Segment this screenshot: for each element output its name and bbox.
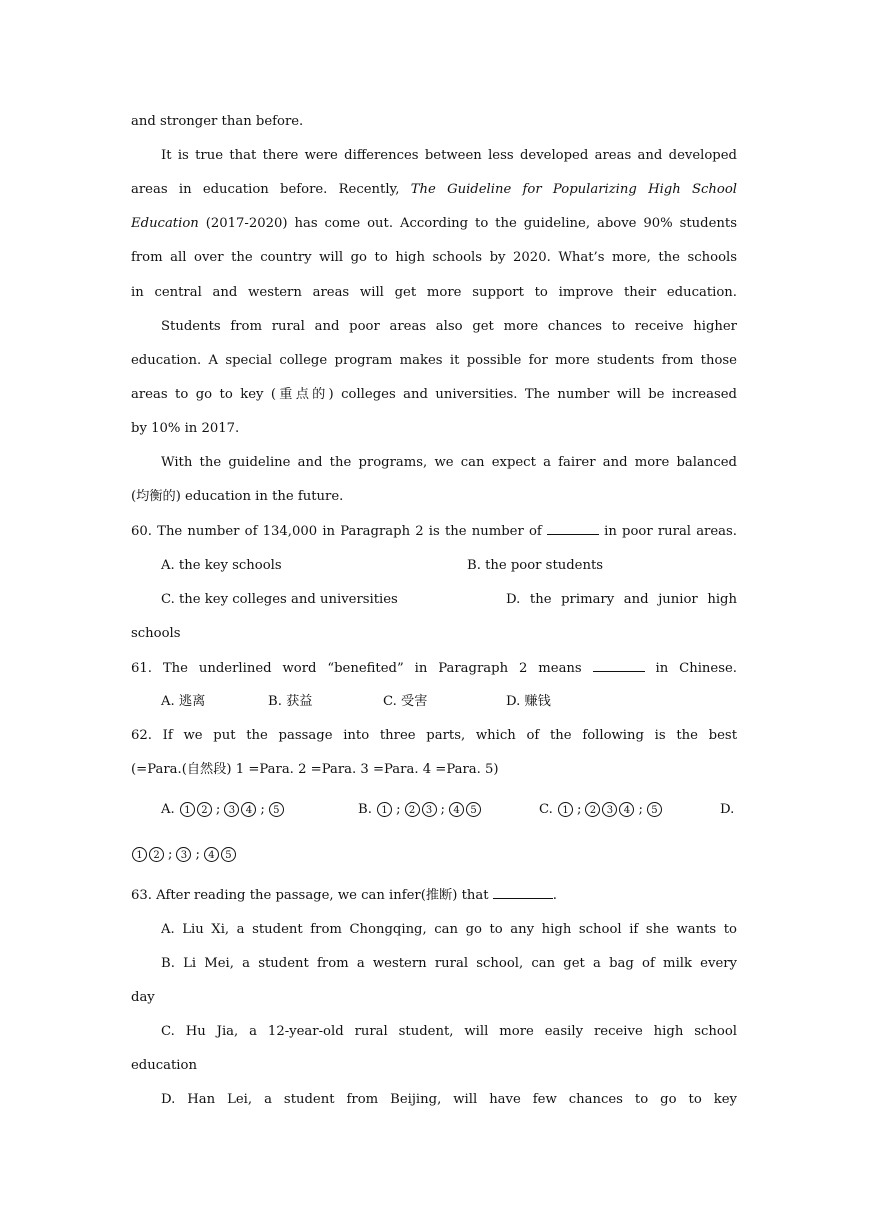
separator: ; (215, 802, 221, 817)
separator: ; (577, 802, 582, 817)
circled-number: 3 (602, 802, 617, 817)
circled-number: 5 (221, 847, 236, 862)
question-62-option-d (131, 845, 237, 865)
passage-line: Students from rural and poor areas also get more chances to receive higher (161, 319, 737, 334)
question-63-option-b: B. Li Mei, a student from a western rural school, can get a bag of milk every (161, 956, 737, 971)
question-text: . (552, 888, 557, 903)
separator: ; (396, 802, 401, 817)
passage-line: by 10% in 2017. (131, 421, 240, 436)
circled-number: 2 (149, 847, 164, 862)
question-61-option-b: B. 获益 (268, 694, 313, 709)
question-61-option-d: D. 赚钱 (506, 694, 551, 709)
circled-number: 1 (558, 802, 573, 817)
circled-number: 1 (377, 802, 392, 817)
question-60-option-d: D. the primary and junior high (506, 592, 737, 607)
circled-number: 1 (132, 847, 147, 862)
question-62-option-b (358, 800, 482, 820)
option-label: B. (358, 802, 372, 817)
question-62-option-d-label: D. (720, 802, 735, 817)
circled-number: 5 (269, 802, 284, 817)
passage-line: (均衡的) education in the future. (131, 489, 344, 504)
question-62-option-a (161, 800, 285, 820)
question-63-option-a: A. Liu Xi, a student from Chongqing, can go to any high school if she wants to (161, 922, 737, 937)
circled-number: 4 (449, 802, 464, 817)
option-label: A. (161, 802, 175, 817)
circled-number: 5 (647, 802, 662, 817)
question-62-legend: (=Para.(自然段) 1 =Para. 2 =Para. 3 =Para. 4 =Para. 5) (131, 762, 499, 777)
passage-line: and stronger than before. (131, 114, 304, 129)
question-63-stem (131, 885, 737, 906)
circled-number: 3 (176, 847, 191, 862)
separator: ; (195, 847, 200, 862)
passage-line: It is true that there were differences between less developed areas and developed (161, 148, 737, 163)
question-text: in Chinese. (655, 661, 737, 676)
circled-number: 5 (466, 802, 481, 817)
question-61-option-c: C. 受害 (383, 694, 428, 709)
passage-text: areas in education before. Recently, (131, 182, 400, 197)
circled-number: 4 (204, 847, 219, 862)
separator: ; (440, 802, 445, 817)
question-60-stem (131, 521, 737, 541)
circled-number: 4 (241, 802, 256, 817)
separator: ; (168, 847, 173, 862)
separator: ; (638, 802, 643, 817)
circled-number: 2 (585, 802, 600, 817)
answer-blank (493, 885, 553, 899)
passage-line: areas to go to key (重点的) colleges and universities. The number will be increased (131, 387, 737, 402)
question-63-option-c: C. Hu Jia, a 12-year-old rural student, will more easily receive high school (161, 1024, 737, 1039)
passage-line: With the guideline and the programs, we can expect a fairer and more balanced (161, 455, 737, 470)
question-63-option-b-cont: day (131, 990, 155, 1005)
passage-line (131, 180, 737, 200)
question-text: in poor rural areas. (604, 524, 737, 539)
question-60-option-c: C. the key colleges and universities (161, 592, 398, 607)
circled-number: 3 (224, 802, 239, 817)
circled-number: 4 (619, 802, 634, 817)
circled-number: 1 (180, 802, 195, 817)
passage-text: (2017-2020) has come out. According to the guideline, above 90% students (205, 216, 737, 231)
circled-number: 2 (405, 802, 420, 817)
question-60-option-a: A. the key schools (161, 558, 282, 573)
option-label: C. (539, 802, 553, 817)
question-61-option-a: A. 逃离 (161, 694, 206, 709)
passage-line: from all over the country will go to high schools by 2020. What’s more, the schools (131, 250, 737, 265)
passage-line: education. A special college program makes it possible for more students from those (131, 353, 737, 368)
answer-blank (593, 658, 645, 672)
question-63-option-c-cont: education (131, 1058, 197, 1073)
question-text: 60. The number of 134,000 in Paragraph 2 is the number of (131, 524, 542, 539)
guideline-title: The Guideline for Popularizing High School (410, 182, 737, 197)
circled-number: 3 (422, 802, 437, 817)
question-text: 61. The underlined word “benefited” in Paragraph 2 means (131, 661, 582, 676)
question-61-stem (131, 658, 737, 678)
question-text: 63. After reading the passage, we can infer(推断) that (131, 888, 489, 903)
question-60-option-d-cont: schools (131, 626, 181, 641)
answer-blank (547, 521, 599, 535)
separator: ; (260, 802, 265, 817)
question-63-option-d: D. Han Lei, a student from Beijing, will have few chances to go to key (161, 1092, 737, 1107)
circled-number: 2 (197, 802, 212, 817)
passage-line: in central and western areas will get more support to improve their education. (131, 285, 737, 300)
passage-line (131, 214, 737, 234)
guideline-title-cont: Education (131, 216, 199, 231)
question-62-stem: 62. If we put the passage into three parts, which of the following is the best (131, 728, 737, 743)
question-60-option-b: B. the poor students (467, 558, 604, 573)
question-62-option-c (539, 800, 663, 820)
